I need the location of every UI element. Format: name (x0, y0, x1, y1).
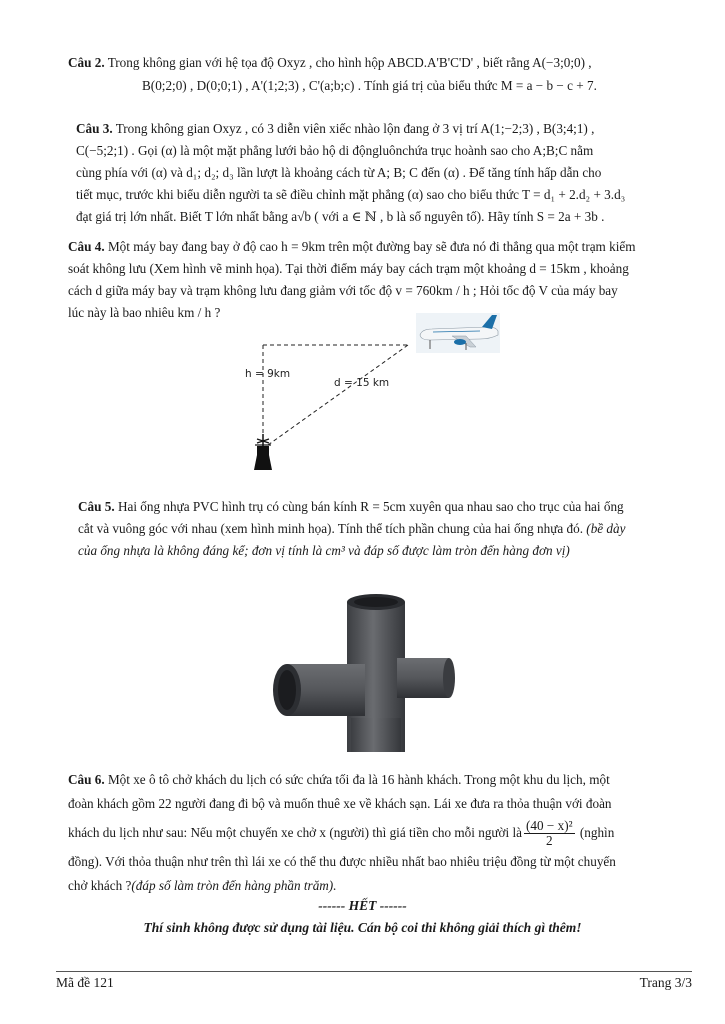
question-5-line-2: cắt và vuông góc với nhau (xem hình minh họa). Tính thể tích phần chung của hai ống nhựa đó. (78, 521, 583, 536)
question-6-line-5b: (đáp số làm tròn đến hàng phần trăm). (131, 878, 337, 893)
question-4-line-1: Một máy bay đang bay ở độ cao h = 9km trên một đường bay sẽ đưa nó đi thẳng qua một trạm kiểm (104, 239, 636, 254)
question-5-line-2-italic: (bề dày (583, 521, 626, 536)
question-2 (68, 51, 693, 97)
question-5-line-3: của ống nhựa là không đáng kể; đơn vị tính là cm³ và đáp số được làm tròn đến hàng đơn vị) (78, 543, 570, 558)
question-6-line-3b: (nghìn (576, 825, 615, 840)
question-5 (78, 496, 691, 562)
distance-line (268, 345, 408, 445)
distance-label: d = 15 km (334, 377, 390, 389)
question-2-line-1: Trong không gian với hệ tọa độ Oxyz , cho hình hộp ABCD.A'B'C'D' , biết rằng A(−3;0;0) , (104, 55, 592, 70)
question-4-label: Câu 4. (68, 239, 105, 254)
question-3-line-4: tiết mục, trước khi biểu diễn người ta sẽ điều chỉnh mặt phẳng (α) sao cho biểu thức T = d₁ + 2.d₂ + 3.d₃ (76, 187, 626, 202)
end-marker: ------ HẾT ------ (318, 898, 407, 913)
question-6-line-1: Một xe ô tô chở khách du lịch có sức chứa tối đa là 16 hành khách. Trong một khu du lịch, một (104, 772, 610, 787)
question-3-line-2: C(−5;2;1) . Gọi (α) là một mặt phẳng lưới bảo hộ di độngluônchứa trục hoành sao cho A;B;C nằm (76, 143, 594, 158)
question-6-line-2: đoàn khách gồm 22 người đang đi bộ và muốn thuê xe về khách sạn. Lái xe đưa ra thỏa thuận với đoàn (68, 796, 612, 811)
airplane-diagram (230, 305, 500, 480)
question-6-label: Câu 6. (68, 772, 105, 787)
question-4-line-2: soát không lưu (Xem hình vẽ minh họa). Tại thời điểm máy bay cách trạm một khoảng d = 15km , khoảng (68, 261, 629, 276)
question-3-label: Câu 3. (76, 121, 113, 136)
question-5-label: Câu 5. (78, 499, 115, 514)
page-number: Trang 3/3 (639, 975, 692, 990)
question-3-line-5: đạt giá trị lớn nhất. Biết T lớn nhất bằng a√b ( với a ∈ ℕ , b là số nguyên tố). Hãy tính S = 2a + 3b . (76, 209, 605, 224)
question-3-line-3: cùng phía với (α) và d₁; d₂; d₃ lần lượt là khoảng cách từ A; B; C đến (α) . Để tăng tính hấp dẫn cho (76, 165, 602, 180)
fraction-denominator: 2 (546, 833, 553, 849)
question-2-line-2: B(0;2;0) , D(0;0;1) , A'(1;2;3) , C'(a;b;c) . Tính giá trị của biểu thức M = a − b − c + 7. (142, 78, 597, 93)
question-3 (76, 118, 691, 228)
question-6 (68, 768, 693, 898)
pvc-cross-image (265, 590, 455, 755)
question-4-line-3: cách d giữa máy bay và trạm không lưu đang giảm với tốc độ v = 760km / h ; Hỏi tốc độ V của máy bay (68, 283, 618, 298)
question-3-line-1: Trong không gian Oxyz , có 3 diễn viên xiếc nhào lộn đang ở 3 vị trí A(1;−2;3) , B(3;4;1) , (112, 121, 595, 136)
footer-divider (56, 971, 692, 972)
exam-code: Mã đề 121 (56, 975, 114, 990)
height-label: h = 9km (245, 368, 291, 380)
price-fraction (524, 819, 575, 848)
fraction-numerator: (40 − x)² (526, 818, 573, 834)
question-2-label: Câu 2. (68, 55, 105, 70)
question-5-line-1: Hai ống nhựa PVC hình trụ có cùng bán kính R = 5cm xuyên qua nhau sao cho trục của hai ống (114, 499, 624, 514)
airplane-icon (416, 313, 500, 353)
question-4-line-4: lúc này là bao nhiêu km / h ? (68, 305, 221, 320)
question-6-line-3a: khách du lịch như sau: Nếu một chuyến xe chở x (người) thì giá tiền cho mỗi người là (68, 825, 523, 840)
question-6-line-4: đồng). Với thỏa thuận như trên thì lái xe có thể thu được nhiều nhất bao nhiêu triệu đồng từ một chuyến (68, 854, 616, 869)
question-6-line-5a: chở khách ? (68, 878, 132, 893)
control-tower-icon (254, 434, 272, 470)
exam-note: Thí sinh không được sử dụng tài liệu. Cán bộ coi thi không giải thích gì thêm! (143, 920, 582, 935)
